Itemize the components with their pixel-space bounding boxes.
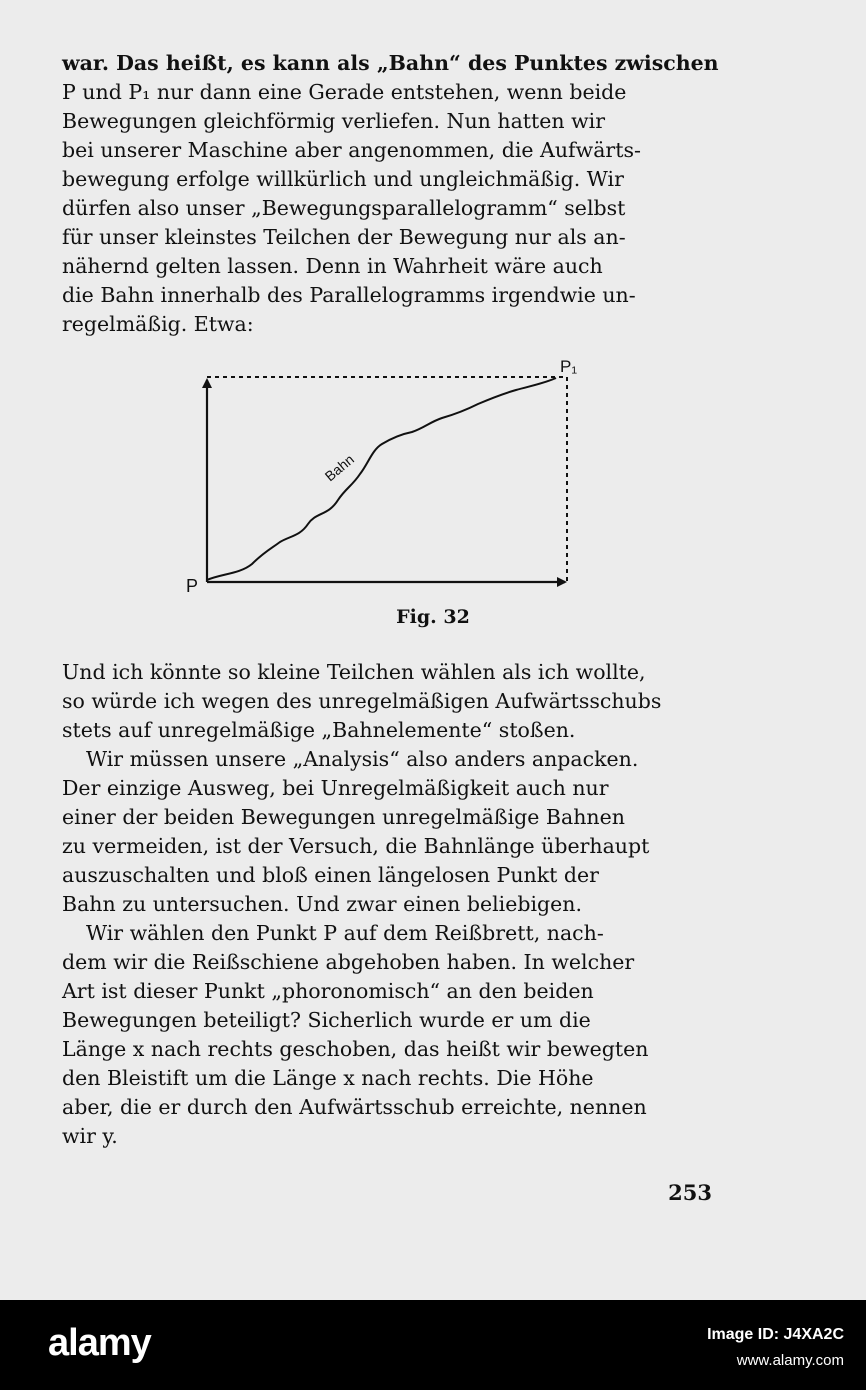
label-bahn: Bahn: [321, 451, 357, 485]
line-text: dem wir die Reißschiene abgehoben haben. In welcher: [62, 950, 635, 974]
text-line: [62, 687, 716, 716]
line-text: Bahn zu untersuchen. Und zwar einen beliebigen.: [62, 892, 582, 916]
line-text: bewegung erfolge willkürlich und ungleichmäßig. Wir: [62, 167, 624, 191]
line-text: P und P₁ nur dann eine Gerade entstehen, wenn beide: [62, 80, 627, 104]
paragraph-1: [62, 49, 719, 339]
text-line: [62, 1064, 716, 1093]
stock-banner: [0, 1300, 866, 1390]
text-line: [62, 890, 716, 919]
text-line: [62, 977, 716, 1006]
text-line: [62, 919, 716, 948]
line-text: auszuschalten und bloß einen längelosen Punkt der: [62, 863, 599, 887]
figure-32-diagram: [180, 352, 600, 602]
paragraph-2: [62, 658, 716, 1151]
line-text: die Bahn innerhalb des Parallelogramms irgendwie un-: [62, 283, 636, 307]
line-text: Bewegungen gleichförmig verliefen. Nun hatten wir: [62, 109, 606, 133]
image-id-label: Image ID: J4XA2C: [707, 1326, 844, 1343]
text-line: [62, 281, 716, 310]
line-text: für unser kleinstes Teilchen der Bewegung nur als an-: [62, 225, 626, 249]
text-line: [62, 1093, 716, 1122]
text-line: [62, 861, 716, 890]
text-line: [62, 49, 719, 78]
line-text: regelmäßig. Etwa:: [62, 312, 254, 336]
line-text: bei unserer Maschine aber angenommen, die Aufwärts-: [62, 138, 641, 162]
text-line: [62, 1006, 716, 1035]
text-line: [62, 658, 716, 687]
line-text: Länge x nach rechts geschoben, das heißt wir bewegten: [62, 1037, 649, 1061]
banner-info: [707, 1322, 844, 1374]
text-line: [62, 1035, 716, 1064]
label-p1-end: P₁: [560, 357, 578, 376]
text-line: [62, 78, 716, 107]
alamy-logo: alamy: [48, 1322, 151, 1364]
text-line: [62, 223, 716, 252]
line-text: dürfen also unser „Bewegungsparallelogramm“ selbst: [62, 196, 626, 220]
text-line: [62, 252, 716, 281]
line-text: stets auf unregelmäßige „Bahnelemente“ stoßen.: [62, 718, 576, 742]
line-text: Wir müssen unsere „Analysis“ also anders anpacken.: [86, 747, 639, 771]
line-text: zu vermeiden, ist der Versuch, die Bahnlänge überhaupt: [62, 834, 650, 858]
line-text: Und ich könnte so kleine Teilchen wählen als ich wollte,: [62, 660, 646, 684]
line-text: war. Das heißt, es kann als „Bahn“ des Punktes zwischen: [62, 51, 719, 75]
text-line: [62, 832, 716, 861]
text-line: [62, 803, 716, 832]
text-line: [62, 948, 716, 977]
line-text: so würde ich wegen des unregelmäßigen Aufwärtsschubs: [62, 689, 662, 713]
line-text: Der einzige Ausweg, bei Unregelmäßigkeit auch nur: [62, 776, 609, 800]
bahn-curve: [207, 378, 556, 580]
line-text: Wir wählen den Punkt P auf dem Reißbrett, nach-: [86, 921, 604, 945]
line-text: den Bleistift um die Länge x nach rechts. Die Höhe: [62, 1066, 594, 1090]
text-line: [62, 136, 716, 165]
text-line: [62, 194, 716, 223]
text-line: [62, 745, 716, 774]
line-text: wir y.: [62, 1124, 118, 1148]
text-line: [62, 1122, 716, 1151]
figure-caption: Fig. 32: [396, 606, 470, 628]
text-line: [62, 774, 716, 803]
text-line: [62, 165, 716, 194]
site-url: www.alamy.com: [736, 1352, 844, 1369]
page-number: 253: [668, 1180, 712, 1205]
line-text: einer der beiden Bewegungen unregelmäßige Bahnen: [62, 805, 625, 829]
line-text: Bewegungen beteiligt? Sicherlich wurde er um die: [62, 1008, 591, 1032]
line-text: nähernd gelten lassen. Denn in Wahrheit wäre auch: [62, 254, 603, 278]
text-line: [62, 310, 716, 339]
line-text: Art ist dieser Punkt „phoronomisch“ an den beiden: [62, 979, 594, 1003]
text-line: [62, 716, 716, 745]
text-line: [62, 107, 716, 136]
label-p-start: P: [186, 576, 199, 596]
line-text: aber, die er durch den Aufwärtsschub erreichte, nennen: [62, 1095, 647, 1119]
